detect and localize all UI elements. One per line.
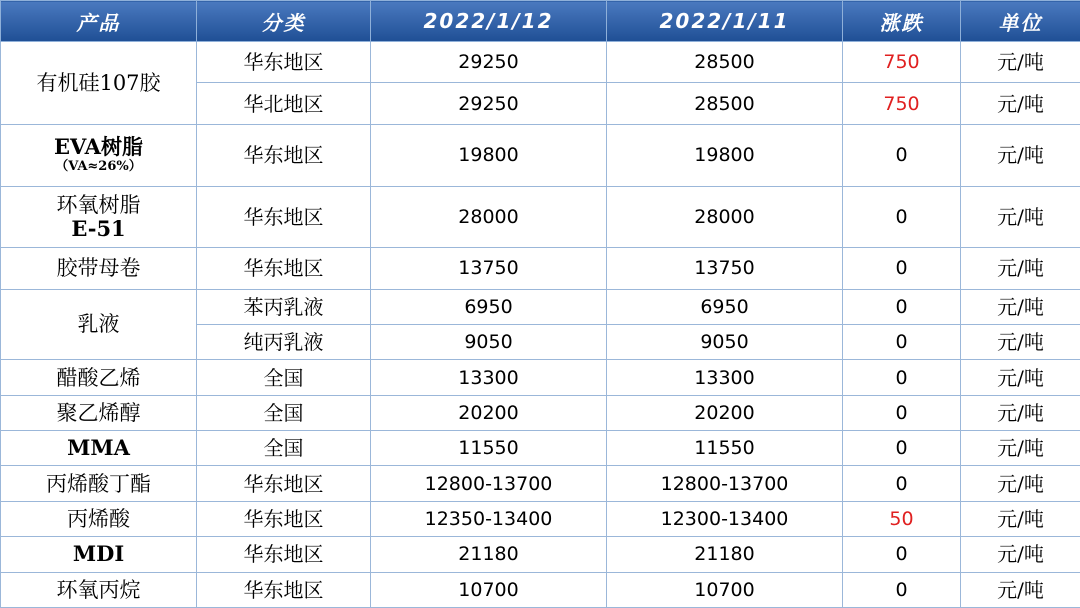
region-cell: 华北地区 xyxy=(197,83,371,124)
price-date1-cell: 19800 xyxy=(371,124,607,186)
region-cell: 全国 xyxy=(197,431,371,466)
header-row xyxy=(1,1,1080,42)
product-name: 聚乙烯醇 xyxy=(1,395,197,430)
unit-cell: 元/吨 xyxy=(961,466,1080,501)
change-cell: 0 xyxy=(843,360,961,395)
change-cell: 0 xyxy=(843,537,961,572)
unit-cell: 元/吨 xyxy=(961,42,1080,83)
price-date2-cell: 13750 xyxy=(607,248,843,289)
table-row xyxy=(1,572,1080,607)
price-date1-cell: 20200 xyxy=(371,395,607,430)
header-date2: 2022/1/11 xyxy=(607,1,843,42)
product-name: MDI xyxy=(1,537,197,572)
table-row xyxy=(1,466,1080,501)
change-cell: 0 xyxy=(843,289,961,324)
change-cell: 0 xyxy=(843,186,961,248)
table-row xyxy=(1,186,1080,248)
product-name: 乳液 xyxy=(1,289,197,360)
table-row xyxy=(1,431,1080,466)
change-cell: 0 xyxy=(843,124,961,186)
price-date1-cell: 10700 xyxy=(371,572,607,607)
unit-cell: 元/吨 xyxy=(961,537,1080,572)
price-date2-cell: 28500 xyxy=(607,83,843,124)
product-name-cell xyxy=(1,124,197,186)
region-cell: 华东地区 xyxy=(197,248,371,289)
region-cell: 华东地区 xyxy=(197,501,371,536)
price-date2-cell: 12300-13400 xyxy=(607,501,843,536)
region-cell: 苯丙乳液 xyxy=(197,289,371,324)
region-cell: 全国 xyxy=(197,360,371,395)
product-subname: E-51 xyxy=(71,215,126,241)
unit-cell: 元/吨 xyxy=(961,124,1080,186)
header-unit: 单位 xyxy=(961,1,1080,42)
price-date2-cell: 28500 xyxy=(607,42,843,83)
product-name: 有机硅107胶 xyxy=(1,42,197,125)
region-cell: 华东地区 xyxy=(197,124,371,186)
product-name: 醋酸乙烯 xyxy=(1,360,197,395)
price-date2-cell: 10700 xyxy=(607,572,843,607)
price-date1-cell: 12350-13400 xyxy=(371,501,607,536)
price-date2-cell: 6950 xyxy=(607,289,843,324)
change-cell: 50 xyxy=(843,501,961,536)
change-cell: 0 xyxy=(843,466,961,501)
change-cell: 750 xyxy=(843,83,961,124)
product-name: 环氧树脂 xyxy=(56,192,141,217)
unit-cell: 元/吨 xyxy=(961,248,1080,289)
price-date1-cell: 29250 xyxy=(371,42,607,83)
header-change: 涨跌 xyxy=(843,1,961,42)
header-product: 产品 xyxy=(1,1,197,42)
header-date1: 2022/1/12 xyxy=(371,1,607,42)
price-date2-cell: 9050 xyxy=(607,324,843,359)
product-subname: （VA≈26%） xyxy=(55,159,142,175)
table-row xyxy=(1,42,1080,83)
region-cell: 华东地区 xyxy=(197,466,371,501)
unit-cell: 元/吨 xyxy=(961,395,1080,430)
table-row xyxy=(1,124,1080,186)
price-date1-cell: 11550 xyxy=(371,431,607,466)
table-row xyxy=(1,360,1080,395)
product-name: 丙烯酸丁酯 xyxy=(1,466,197,501)
table-row xyxy=(1,537,1080,572)
price-date1-cell: 13750 xyxy=(371,248,607,289)
price-date1-cell: 13300 xyxy=(371,360,607,395)
product-name-cell xyxy=(1,186,197,248)
header-category: 分类 xyxy=(197,1,371,42)
product-name: 丙烯酸 xyxy=(1,501,197,536)
region-cell: 全国 xyxy=(197,395,371,430)
table-row xyxy=(1,289,1080,324)
table-row xyxy=(1,501,1080,536)
product-name: 胶带母卷 xyxy=(1,248,197,289)
region-cell: 华东地区 xyxy=(197,572,371,607)
region-cell: 华东地区 xyxy=(197,537,371,572)
region-cell: 华东地区 xyxy=(197,186,371,248)
change-cell: 0 xyxy=(843,248,961,289)
price-date1-cell: 6950 xyxy=(371,289,607,324)
change-cell: 0 xyxy=(843,572,961,607)
change-cell: 0 xyxy=(843,431,961,466)
table-row xyxy=(1,248,1080,289)
unit-cell: 元/吨 xyxy=(961,83,1080,124)
price-date1-cell: 29250 xyxy=(371,83,607,124)
price-date2-cell: 11550 xyxy=(607,431,843,466)
price-date1-cell: 28000 xyxy=(371,186,607,248)
product-name: 环氧丙烷 xyxy=(1,572,197,607)
price-date2-cell: 12800-13700 xyxy=(607,466,843,501)
region-cell: 华东地区 xyxy=(197,42,371,83)
change-cell: 0 xyxy=(843,395,961,430)
change-cell: 0 xyxy=(843,324,961,359)
table-row xyxy=(1,395,1080,430)
price-date2-cell: 13300 xyxy=(607,360,843,395)
price-date2-cell: 21180 xyxy=(607,537,843,572)
product-name: EVA树脂 xyxy=(54,134,143,160)
product-name: MMA xyxy=(1,431,197,466)
price-date2-cell: 28000 xyxy=(607,186,843,248)
unit-cell: 元/吨 xyxy=(961,431,1080,466)
unit-cell: 元/吨 xyxy=(961,572,1080,607)
price-date1-cell: 21180 xyxy=(371,537,607,572)
unit-cell: 元/吨 xyxy=(961,501,1080,536)
unit-cell: 元/吨 xyxy=(961,360,1080,395)
price-date1-cell: 9050 xyxy=(371,324,607,359)
price-date1-cell: 12800-13700 xyxy=(371,466,607,501)
price-date2-cell: 19800 xyxy=(607,124,843,186)
price-date2-cell: 20200 xyxy=(607,395,843,430)
unit-cell: 元/吨 xyxy=(961,186,1080,248)
change-cell: 750 xyxy=(843,42,961,83)
unit-cell: 元/吨 xyxy=(961,289,1080,324)
region-cell: 纯丙乳液 xyxy=(197,324,371,359)
unit-cell: 元/吨 xyxy=(961,324,1080,359)
